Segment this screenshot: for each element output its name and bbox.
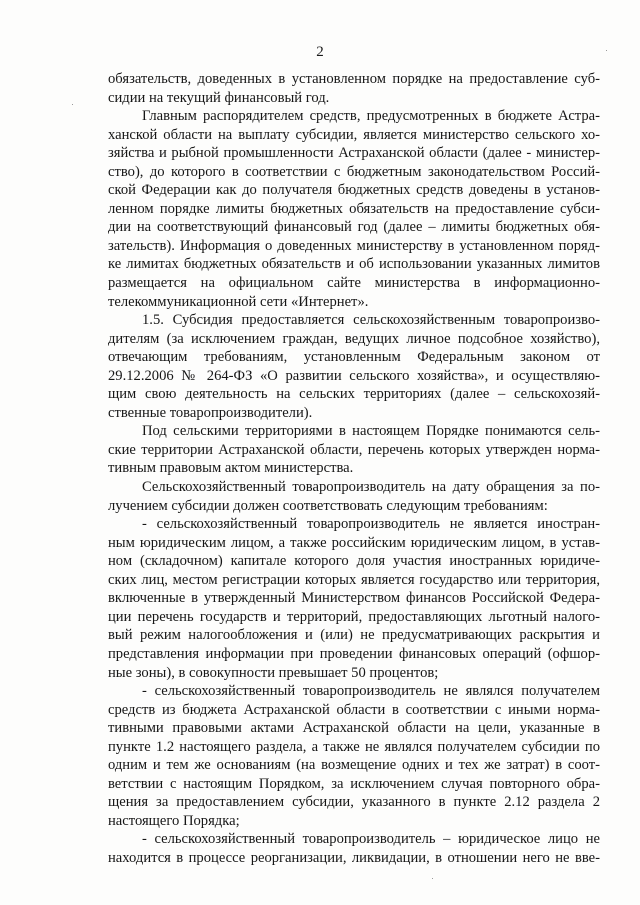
text-line: ской Федерации как до получателя бюджетных средств доведены в установ- (108, 182, 600, 199)
text-line: ленном порядке лимиты бюджетных обязательств на предоставление субси- (108, 200, 600, 217)
paragraph (108, 311, 600, 422)
text-line: ственные товаропроизводители). (108, 404, 313, 421)
text-line: включенные в утвержденный Министерством финансов Российской Федера- (108, 590, 600, 607)
text-line: Сельскохозяйственный товаропроизводитель на дату обращения за по- (142, 479, 600, 496)
text-line: зательств). Информация о доведенных министерству в установленном поряд- (108, 237, 600, 254)
text-line: ные зоны), в совокупности превышает 50 процентов; (108, 664, 439, 681)
text-line: ханской области на выплату субсидии, является министерство сельского хо- (108, 126, 600, 143)
text-line: Под сельскими территориями в настоящем Порядке понимаются сель- (142, 423, 600, 440)
text-line: ветствии с настоящим Порядком, за исключением случая повторного обра- (108, 775, 600, 792)
paragraph (108, 478, 600, 515)
text-line: ских лиц, местом регистрации которых является государство или территория, (108, 571, 600, 588)
text-line: ке лимитах бюджетных обязательств и об использовании указанных лимитов (108, 256, 600, 273)
scan-speck (72, 104, 73, 105)
text-line: щим свою деятельность на сельских территориях (далее – сельскохозяй- (108, 386, 600, 403)
text-line: размещается на официальном сайте министерства в информационно- (108, 275, 600, 292)
text-line: вый режим налогообложения и (или) не предусматривающих раскрытия и (108, 627, 600, 644)
paragraph (108, 682, 600, 830)
text-line: ном (складочном) капитале которого доля участия иностранных юридиче- (108, 553, 600, 570)
text-line: зяйства и рыбной промышленности Астраханской области (далее - министер- (108, 145, 600, 162)
text-line: средств из бюджета Астраханской области в соответствии с иными норма- (108, 701, 600, 718)
text-line: лучением субсидии должен соответствовать следующим требованиям: (108, 497, 548, 514)
text-line: ство), до которого в соответствии с бюджетным законодательством Россий- (108, 163, 600, 180)
text-line: тивным правовым актом министерства. (108, 460, 354, 477)
scan-speck (432, 878, 433, 879)
text-line: - сельскохозяйственный товаропроизводитель не является иностран- (142, 516, 600, 533)
text-line: находится в процессе реорганизации, ликвидации, в отношении него не вве- (108, 849, 600, 866)
paragraph (108, 515, 600, 682)
paragraph (108, 107, 600, 311)
text-line: ции перечень государств и территорий, предоставляющих льготный налого- (108, 608, 600, 625)
text-line: тивными правовыми актами Астраханской области на цели, указанные в (108, 720, 600, 737)
text-line: отвечающим требованиям, установленным Федеральным законом от (108, 349, 600, 366)
text-line: ным юридическим лицом, а также российским юридическим лицом, в устав- (108, 534, 600, 551)
text-line: представления информации при проведении финансовых операций (офшор- (108, 645, 600, 662)
document-body (108, 70, 600, 868)
text-line: обязательств, доведенных в установленном порядке на предоставление суб- (108, 71, 600, 87)
text-line: пункте 1.2 настоящего раздела, а также не являлся получателем субсидии по (108, 738, 600, 755)
paragraph (108, 422, 600, 478)
text-line: дителям (за исключением граждан, ведущих личное подсобное хозяйство), (108, 330, 600, 347)
text-line: 1.5. Субсидия предоставляется сельскохозяйственным товаропроизво- (142, 312, 600, 329)
scan-speck (606, 50, 607, 51)
text-line: дии на соответствующий финансовый год (далее – лимиты бюджетных обя- (108, 219, 600, 236)
paragraph (108, 830, 600, 867)
text-line: - сельскохозяйственный товаропроизводитель – юридическое лицо не (142, 831, 600, 848)
text-line: щения за предоставлением субсидии, указанного в пункте 2.12 раздела 2 (108, 794, 600, 811)
text-line: 29.12.2006 № 264-ФЗ «О развитии сельского хозяйства», и осуществляю- (108, 367, 600, 384)
text-line: одним и тем же основаниям (на возмещение одних и тех же затрат) в соот- (108, 757, 600, 774)
text-line: сидии на текущий финансовый год. (108, 89, 330, 106)
text-line: - сельскохозяйственный товаропроизводитель не являлся получателем (142, 683, 600, 700)
text-line: настоящего Порядка; (108, 812, 240, 829)
text-line: Главным распорядителем средств, предусмотренных в бюджете Астра- (142, 108, 600, 125)
text-line: ские территории Астраханской области, перечень которых утвержден норма- (108, 441, 600, 458)
page-number: 2 (316, 44, 324, 60)
text-line: телекоммуникационной сети «Интернет». (108, 293, 369, 310)
paragraph (108, 70, 600, 107)
